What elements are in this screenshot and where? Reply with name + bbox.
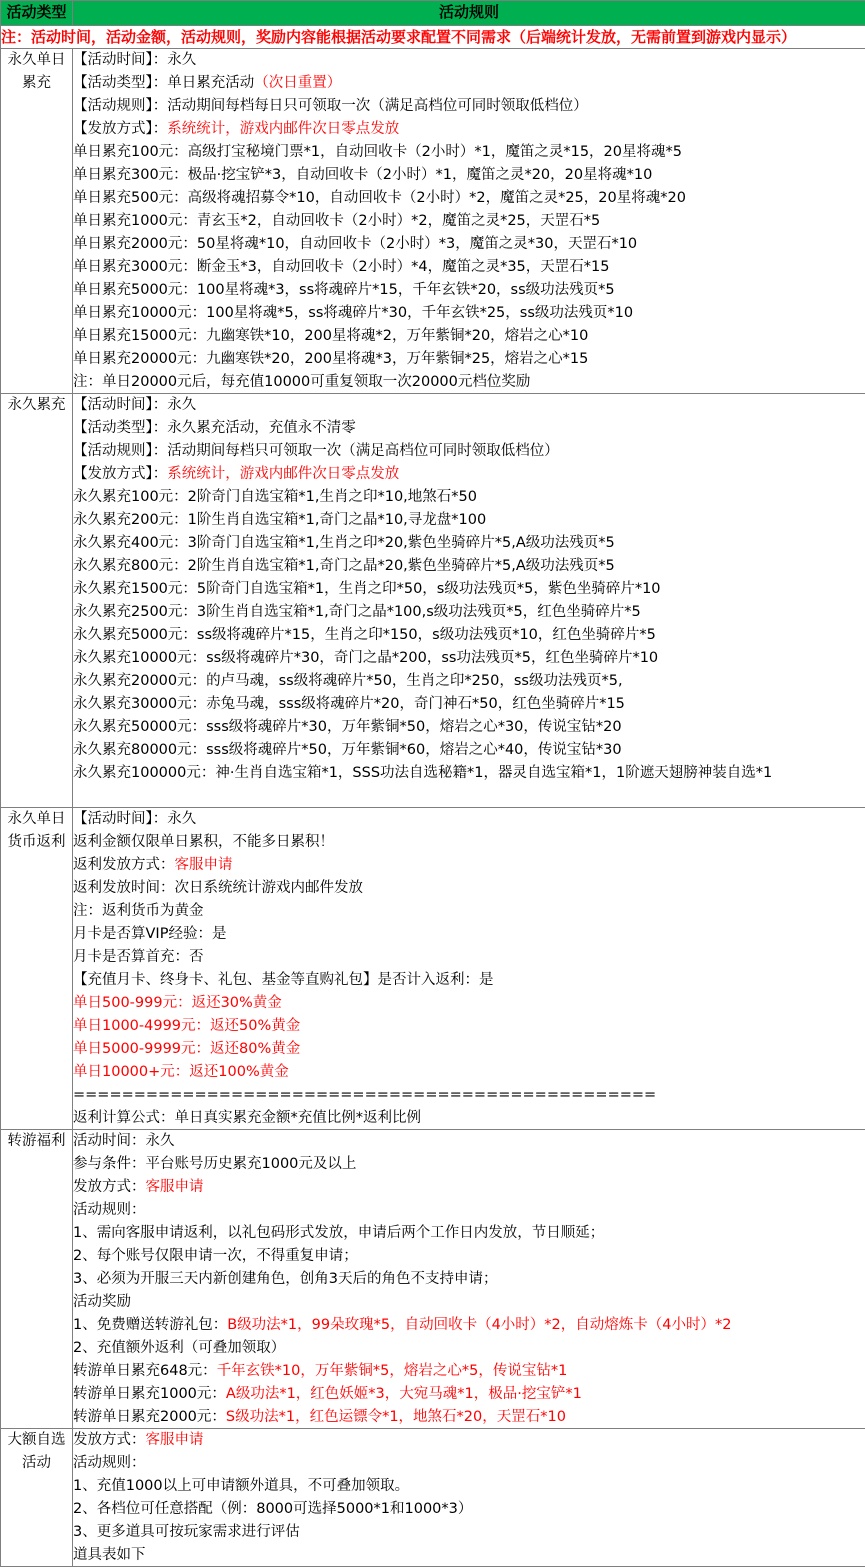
rule-text: 【活动类型】：单日累充活动: [73, 75, 254, 91]
sections-body: [1, 49, 865, 1567]
rule-text: 3、必须为开服三天内新创建角色，创角3天后的角色不支持申请；: [73, 1271, 497, 1287]
rule-text: ================================================: [73, 1087, 656, 1103]
rule-line: [73, 1475, 865, 1498]
rule-text: 2、充值额外返利（可叠加领取）: [73, 1340, 285, 1356]
highlight-text: 客服申请: [175, 857, 233, 873]
section-row-large-selection-activity: [1, 1429, 865, 1567]
rule-text: 【充值月卡、终身卡、礼包、基金等直购礼包】是否计入返利：是: [73, 972, 494, 988]
rule-text: 月卡是否算VIP经验：是: [73, 926, 226, 942]
rule-text: 返利发放方式：: [73, 857, 175, 873]
section-row-transfer-welfare: [1, 1130, 865, 1429]
header-row: [1, 1, 865, 26]
rule-line: [73, 854, 865, 877]
activity-type-cell[interactable]: 转游福利: [1, 1130, 73, 1429]
activity-type-cell[interactable]: 大额自选活动: [1, 1429, 73, 1567]
rule-text: 发放方式：: [73, 1432, 146, 1448]
rule-text: 活动奖励: [73, 1294, 131, 1310]
rule-text: 转游单日累充1000元：: [73, 1386, 226, 1402]
rule-line: [73, 624, 865, 647]
rule-line: [73, 463, 865, 486]
rule-text: 返利计算公式：单日真实累充金额*充值比例*返利比例: [73, 1110, 421, 1126]
rule-line: [73, 302, 865, 325]
rule-text: 永久累充1500元：5阶奇门自选宝箱*1，生肖之印*50，s级功法残页*5，紫色坐骑碎片*10: [73, 581, 661, 597]
highlight-text: 千年玄铁*10，万年紫铜*5，熔岩之心*5，传说宝钻*1: [217, 1363, 568, 1379]
rule-line: [73, 440, 865, 463]
rule-text: 【活动时间】：永久: [73, 397, 196, 413]
rule-text: 单日累充10000元：100星将魂*5，ss将魂碎片*30，千年玄铁*25，ss级功法残页*10: [73, 305, 633, 321]
rule-text: 转游单日累充648元：: [73, 1363, 217, 1379]
rule-line: [73, 1084, 865, 1107]
rule-line: [73, 693, 865, 716]
highlight-text: S级功法*1，红色运镖令*1，地煞石*20，天罡石*10: [226, 1409, 566, 1425]
rule-line: [73, 1107, 865, 1129]
rule-text: 2、各档位可任意搭配（例：8000可选择5000*1和1000*3）: [73, 1501, 472, 1517]
rule-text: 永久累充800元：2阶生肖自选宝箱*1,奇门之晶*20,紫色坐骑碎片*5,A级功法残页*5: [73, 558, 615, 574]
rule-line: [73, 992, 865, 1015]
rule-line: [73, 394, 865, 417]
rule-text: 永久累充5000元：ss级将魂碎片*15，生肖之印*150，s级功法残页*10，红色坐骑碎片*5: [73, 627, 656, 643]
rule-line: [73, 578, 865, 601]
rule-line: [73, 279, 865, 302]
rule-line: [73, 1061, 865, 1084]
highlight-text: 客服申请: [146, 1432, 204, 1448]
rule-line: [73, 762, 865, 785]
rule-text: 【活动类型】：永久累充活动，充值永不清零: [73, 420, 356, 436]
notice-row: [1, 26, 865, 49]
rule-line: [73, 1406, 865, 1428]
rule-line: [73, 969, 865, 992]
col-header-type[interactable]: 活动类型: [1, 1, 73, 26]
highlight-text: 客服申请: [146, 1179, 204, 1195]
rule-text: 永久累充30000元：赤兔马魂，sss级将魂碎片*20，奇门神石*50，红色坐骑碎片*15: [73, 696, 625, 712]
highlight-text: 单日5000-9999元：返还80%黄金: [73, 1041, 300, 1057]
rule-text: 【活动规则】：活动期间每档只可领取一次（满足高档位可同时领取低档位）: [73, 443, 559, 459]
rule-line: [73, 72, 865, 95]
rule-text: 单日累充20000元：九幽寒铁*20，200星将魂*3，万年紫铜*25，熔岩之心*15: [73, 351, 588, 367]
rule-text: 【活动时间】：永久: [73, 52, 196, 68]
highlight-text: 系统统计，游戏内邮件次日零点发放: [167, 466, 399, 482]
rule-text: 单日累充15000元：九幽寒铁*10，200星将魂*2，万年紫铜*20，熔岩之心*10: [73, 328, 588, 344]
rule-line: [73, 900, 865, 923]
rule-text: 注：返利货币为黄金: [73, 903, 204, 919]
rule-line: [73, 1245, 865, 1268]
activity-rules-cell[interactable]: [73, 808, 865, 1130]
rule-text: 3、更多道具可按玩家需求进行评估: [73, 1524, 300, 1540]
rule-line: [73, 670, 865, 693]
rule-line: [73, 647, 865, 670]
rule-line: [73, 555, 865, 578]
rule-text: 永久累充10000元：ss级将魂碎片*30，奇门之晶*200，ss功法残页*5，红色坐骑碎片*10: [73, 650, 658, 666]
activity-rules-cell[interactable]: [73, 1130, 865, 1429]
rule-text: 活动规则：: [73, 1455, 146, 1471]
notice-text[interactable]: 注：活动时间，活动金额，活动规则，奖励内容能根据活动要求配置不同需求（后端统计发放，无需前置到游戏内显示）: [1, 26, 865, 49]
activity-rules-cell[interactable]: [73, 394, 865, 808]
rule-line: [73, 486, 865, 509]
rule-line: [73, 187, 865, 210]
rule-text: 1、充值1000以上可申请额外道具，不可叠加领取。: [73, 1478, 409, 1494]
rule-text: 活动规则：: [73, 1202, 146, 1218]
rule-text: 永久累充2500元：3阶生肖自选宝箱*1,奇门之晶*100,s级功法残页*5，红色坐骑碎片*5: [73, 604, 641, 620]
rule-line: [73, 95, 865, 118]
rule-text: 月卡是否算首充：否: [73, 949, 204, 965]
rule-line: [73, 164, 865, 187]
rule-line: [73, 371, 865, 393]
rule-text: 注：单日20000元后，每充值10000可重复领取一次20000元档位奖励: [73, 374, 530, 390]
activity-type-cell[interactable]: 永久单日累充: [1, 49, 73, 394]
col-header-rules[interactable]: 活动规则: [73, 1, 865, 26]
activity-type-cell[interactable]: 永久累充: [1, 394, 73, 808]
rule-text: 【发放方式】：: [73, 466, 167, 482]
rule-line: [73, 877, 865, 900]
rule-line: [73, 532, 865, 555]
rule-line: [73, 509, 865, 532]
rule-line: [73, 118, 865, 141]
rule-text: 1、免费赠送转游礼包：: [73, 1317, 227, 1333]
rule-line: [73, 49, 865, 72]
rule-text: 活动时间：永久: [73, 1133, 175, 1149]
highlight-text: 单日500-999元：返还30%黄金: [73, 995, 282, 1011]
rule-line: [73, 946, 865, 969]
rule-text: 发放方式：: [73, 1179, 146, 1195]
rule-line: [73, 739, 865, 762]
rule-line: [73, 1199, 865, 1222]
rule-line: [73, 1268, 865, 1291]
rule-text: 2、每个账号仅限申请一次，不得重复申请；: [73, 1248, 358, 1264]
rule-line: [73, 141, 865, 164]
rule-text: 永久累充20000元：的卢马魂，ss级将魂碎片*50，生肖之印*250，ss级功法残页*5,: [73, 673, 623, 689]
rule-line: [73, 417, 865, 440]
rule-line: [73, 1153, 865, 1176]
rule-text: 【发放方式】：: [73, 121, 167, 137]
rule-text: 返利发放时间：次日系统统计游戏内邮件发放: [73, 880, 363, 896]
rule-line: [73, 233, 865, 256]
rule-line: [73, 1291, 865, 1314]
section-row-permanent-daily-currency-rebate: [1, 808, 865, 1130]
highlight-text: B级功法*1，99朵玫瑰*5，自动回收卡（4小时）*2，自动熔炼卡（4小时）*2: [227, 1317, 731, 1333]
rule-line: [73, 1130, 865, 1153]
rule-line: [73, 1521, 865, 1544]
rule-text: 永久累充100元：2阶奇门自选宝箱*1,生肖之印*10,地煞石*50: [73, 489, 477, 505]
highlight-text: 单日1000-4999元：返还50%黄金: [73, 1018, 300, 1034]
rule-text: 【活动规则】：活动期间每档每日只可领取一次（满足高档位可同时领取低档位）: [73, 98, 588, 114]
rule-line: [73, 601, 865, 624]
rule-line: [73, 1314, 865, 1337]
rule-text: 单日累充100元：高级打宝秘境门票*1，自动回收卡（2小时）*1，魔笛之灵*15，20星将魂*5: [73, 144, 682, 160]
rule-text: 永久累充100000元：神·生肖自选宝箱*1，SSS功法自选秘籍*1，器灵自选宝箱*1，1阶遮天翅膀神装自选*1: [73, 765, 772, 781]
rule-line: [73, 1383, 865, 1406]
rule-line: [73, 808, 865, 831]
section-row-permanent-cumulative-recharge: [1, 394, 865, 808]
rule-line: [73, 1544, 865, 1566]
rule-line: [73, 923, 865, 946]
rule-text: 返利金额仅限单日累积，不能多日累积！: [73, 834, 334, 850]
rule-line: [73, 1360, 865, 1383]
rule-text: 单日累充5000元：100星将魂*3，ss将魂碎片*15，千年玄铁*20，ss级功法残页*5: [73, 282, 615, 298]
activity-rules-cell[interactable]: [73, 1429, 865, 1567]
rule-line: [73, 1429, 865, 1452]
rule-line: [73, 785, 865, 807]
rule-line: [73, 1222, 865, 1245]
rule-text: 单日累充500元：高级将魂招募令*10，自动回收卡（2小时）*2，魔笛之灵*25，20星将魂*20: [73, 190, 686, 206]
rule-text: 永久累充200元：1阶生肖自选宝箱*1,奇门之晶*10,寻龙盘*100: [73, 512, 486, 528]
highlight-text: 系统统计，游戏内邮件次日零点发放: [167, 121, 399, 137]
highlight-text: 单日10000+元：返还100%黄金: [73, 1064, 289, 1080]
highlight-text: （次日重置）: [254, 75, 341, 91]
rule-text: 1、需向客服申请返利，以礼包码形式发放，申请后两个工作日内发放，节日顺延；: [73, 1225, 604, 1241]
rule-text: 永久累充80000元：sss级将魂碎片*50，万年紫铜*60，熔岩之心*40，传说宝钻*30: [73, 742, 622, 758]
activity-rules-cell[interactable]: [73, 49, 865, 394]
activity-type-cell[interactable]: 永久单日货币返利: [1, 808, 73, 1130]
rule-line: [73, 1038, 865, 1061]
rule-line: [73, 716, 865, 739]
rule-line: [73, 256, 865, 279]
rule-line: [73, 325, 865, 348]
rule-line: [73, 1337, 865, 1360]
rule-text: 单日累充2000元：50星将魂*10，自动回收卡（2小时）*3，魔笛之灵*30，天罡石*10: [73, 236, 637, 252]
rule-text: 转游单日累充2000元：: [73, 1409, 226, 1425]
highlight-text: A级功法*1，红色妖姬*3，大宛马魂*1，极品·挖宝铲*1: [226, 1386, 582, 1402]
rule-text: 【活动时间】：永久: [73, 811, 196, 827]
rule-line: [73, 348, 865, 371]
rule-text: 道具表如下: [73, 1547, 146, 1563]
rule-line: [73, 210, 865, 233]
rule-line: [73, 1176, 865, 1199]
rule-line: [73, 1452, 865, 1475]
section-row-permanent-daily-recharge: [1, 49, 865, 394]
rule-text: 参与条件：平台账号历史累充1000元及以上: [73, 1156, 356, 1172]
rule-text: 永久累充50000元：sss级将魂碎片*30，万年紫铜*50，熔岩之心*30，传说宝钻*20: [73, 719, 622, 735]
rule-text: 单日累充3000元：断金玉*3，自动回收卡（2小时）*4，魔笛之灵*35，天罡石*15: [73, 259, 609, 275]
rule-line: [73, 1015, 865, 1038]
rule-line: [73, 831, 865, 854]
rule-text: 单日累充1000元：青玄玉*2，自动回收卡（2小时）*2，魔笛之灵*25，天罡石*5: [73, 213, 600, 229]
rule-line: [73, 1498, 865, 1521]
rule-text: 单日累充300元：极品·挖宝铲*3，自动回收卡（2小时）*1，魔笛之灵*20，20星将魂*10: [73, 167, 652, 183]
rule-text: 永久累充400元：3阶奇门自选宝箱*1,生肖之印*20,紫色坐骑碎片*5,A级功法残页*5: [73, 535, 615, 551]
